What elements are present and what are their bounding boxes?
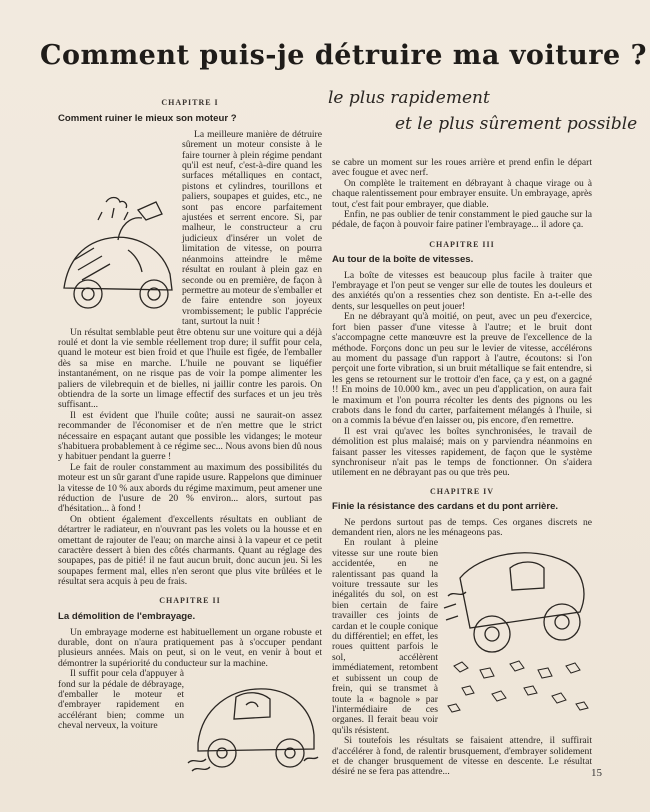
paragraph: En roulant à pleine vitesse sur une route bien accidentée, en ne ralentissant pas quand la voiture tressaute sur les inégalités du sol, on est bien certain de faire travailler ces joints de cardan et le couple conique du différentiel; en effet, les roues quittent parfois le sol, accélèrent immédiatement, retombent et subissent un coup de frein, qui se transmet à toute la « bagnole » par l'intermédiaire de ces organes. Il ferait beau voir qu'ils résistent. — [332, 538, 592, 736]
chapter-3-label: CHAPITRE III — [429, 239, 495, 249]
page-title: Comment puis-je détruire ma voiture ? — [40, 40, 647, 71]
chapter-1-label: CHAPITRE I — [161, 98, 219, 107]
paragraph: On complète le traitement en débrayant à chaque virage ou à chaque ralentissement pour embrayer ensuite. Un embrayage, après tout, c'est fait pour embrayer, que diable. — [332, 177, 592, 210]
chapter-2-label: CHAPITRE II — [159, 595, 221, 605]
paragraph: La meilleure manière de détruire sûrement un moteur consiste à le faire tourner à plein régime pendant qu'il est neuf, c'est-à-dire quand les surfaces métalliques en contact, pistons et cylindres, tourillons et paliers, soupapes et guides, etc., ne sont pas encore parfaitement ajustées et serrent encore. Si, par malheur, le constructeur a cru judicieux d'insérer un volet de limitation de vitesse, on pourra néanmoins atteindre le même résultat en roulant à plein gaz en seconde ou en première, de façon à permettre au moteur de s'emballer et de faire entendre son joyeux vrombissement; le public l'apprécie tant, surtout la nuit ! — [58, 130, 322, 328]
car-clutch-illustration — [186, 669, 322, 775]
paragraph: se cabre un moment sur les roues arrière et prend enfin le départ avec fougue et avec nerf. — [332, 157, 592, 179]
paragraph: Il est évident que l'huile coûte; aussi ne saurait-on assez recommander de l'économiser et de n'en mettre que le strict nécessaire en espaçant autant que possible les vidanges; le moteur s'habituera probablement à ce régime sec... Nous avons bien dû nous y habituer pendant la guerre ! — [58, 409, 322, 463]
paragraph: Il est vrai qu'avec les boîtes synchronisées, le travail de démolition est plus malaisé; mais on y parviendra néanmoins en faisant passer les vitesses rapidement, de façon que le système synchroniseur n'ait pas le temps de fonctionner. On s'aidera utilement en ne débrayant pas ou que très peu. — [332, 425, 592, 479]
paragraph: Un embrayage moderne est habituellement un organe robuste et durable, dont on n'aura pratiquement pas à s'occuper pendant plusieurs années. Mais on peut, si on le veut, en venir à bout et démontrer la supériorité du conducteur sur la machine. — [58, 626, 322, 669]
subtitle-line-2: et le plus sûrement possible — [395, 114, 638, 134]
chapter-3-heading: Au tour de la boîte de vitesses. — [332, 254, 474, 266]
page-number: 15 — [591, 767, 602, 779]
paragraph: Enfin, ne pas oublier de tenir constamment le pied gauche sur la pédale, de façon à pouvoir faire patiner l'embrayage... il adore ça. — [332, 209, 592, 231]
left-column — [58, 98, 322, 777]
subtitle-line-1: le plus rapidement — [328, 88, 490, 108]
paragraph: Un résultat semblable peut être obtenu sur une voiture qui a déjà roulé et dont la vie semble réellement trop dure; il suffit pour cela, quand le moteur est bien froid et que l'huile est figée, de l'emballer dès sa mise en marche. L'huile ne pouvant se liquéfier instantanément, on ne risque pas de voir la pompe alimenter les paliers de vilebrequin et de bielles, ni jaillir contre les parois. On obtiendra de la sorte un limage effectif des surfaces et un jeu très suffisant... — [58, 326, 322, 411]
paragraph: Il suffit pour cela d'appuyer à fond sur la pédale de débrayage, d'emballer le moteur et d'embrayer rapidement en accélérant bien; comme un cheval nerveux, la voiture — [58, 669, 322, 731]
chapter-4-label: CHAPITRE IV — [429, 486, 495, 496]
paragraph: Le fait de rouler constamment au maximum des possibilités du moteur est un sûr garant d'une rapide usure. Rappelons que diminuer la vitesse de 10 % aux abords du régime maximum, peut amener une réduction de l'usure de 20 % environ... alors, surtout pas d'hésitation... à fond ! — [58, 461, 323, 515]
car-bumpy-road-illustration — [440, 538, 592, 714]
car-engine-illustration — [58, 190, 178, 322]
right-column — [332, 158, 592, 778]
paragraph: En ne débrayant qu'à moitié, on peut, avec un peu d'exercice, fort bien passer d'une vitesse à l'autre; et le bruit dont s'accompagne cette manœuvre est la preuve de l'excellence de la méthode. Forçons donc un peu sur le levier de vitesse, accélérons au moment du passage d'un rapport à l'autre, écoutons: si l'on perçoit une forte vibration, si un bruit métallique se fait entendre, si les gens se retournent sur le trottoir d'en face, ça y est, on a gagné !! En moins de 10.000 km., avec un peu d'application, on aura fait le maximum et l'on pourra récolter les dents des pignons ou les crabots dans le fond du carter, parfaitement mélangés à l'huile, si on a commis la bévue d'en laisser ou, pis encore, d'en remettre. — [332, 311, 592, 427]
paragraph: On obtient également d'excellents résultats en oubliant de détartrer le radiateur, en n'ouvrant pas les volets ou la housse et en omettant de rajouter de l'eau; on marche ainsi à la vapeur et ce petit caractère dessert à bien des côtés charmants. Quant au réglage des soupapes, pas de pitié! il ne faut aucun bruit, donc aucun jeu. Si les soupapes ferment mal, elles n'en seront que plus vite brûlées et le résultat sera acquis à peu de frais. — [58, 513, 322, 588]
chapter-2-heading: La démolition de l'embrayage. — [58, 611, 196, 623]
chapter-1-heading: Comment ruiner le mieux son moteur ? — [58, 113, 237, 125]
paragraph: Si toutefois les résultats se faisaient attendre, il suffirait d'accélérer à fond, de ralentir brusquement, d'embrayer solidement et de changer brusquement de vitesse en descente. Le résultat désiré ne se fera pas attendre... — [332, 735, 592, 778]
paragraph: La boîte de vitesses est beaucoup plus facile à traiter que l'embrayage et l'on peut se venger sur elle de toutes les douleurs et des anxiétés qu'on a ressenties chez son dentiste. En a-t-elle des dents, sur lesquelles on peut jouer! — [332, 269, 592, 312]
chapter-4-heading: Finie la résistance des cardans et du pont arrière. — [332, 501, 559, 513]
paragraph: Ne perdons surtout pas de temps. Ces organes discrets ne demandent rien, alors ne les ménageons pas. — [332, 516, 592, 538]
